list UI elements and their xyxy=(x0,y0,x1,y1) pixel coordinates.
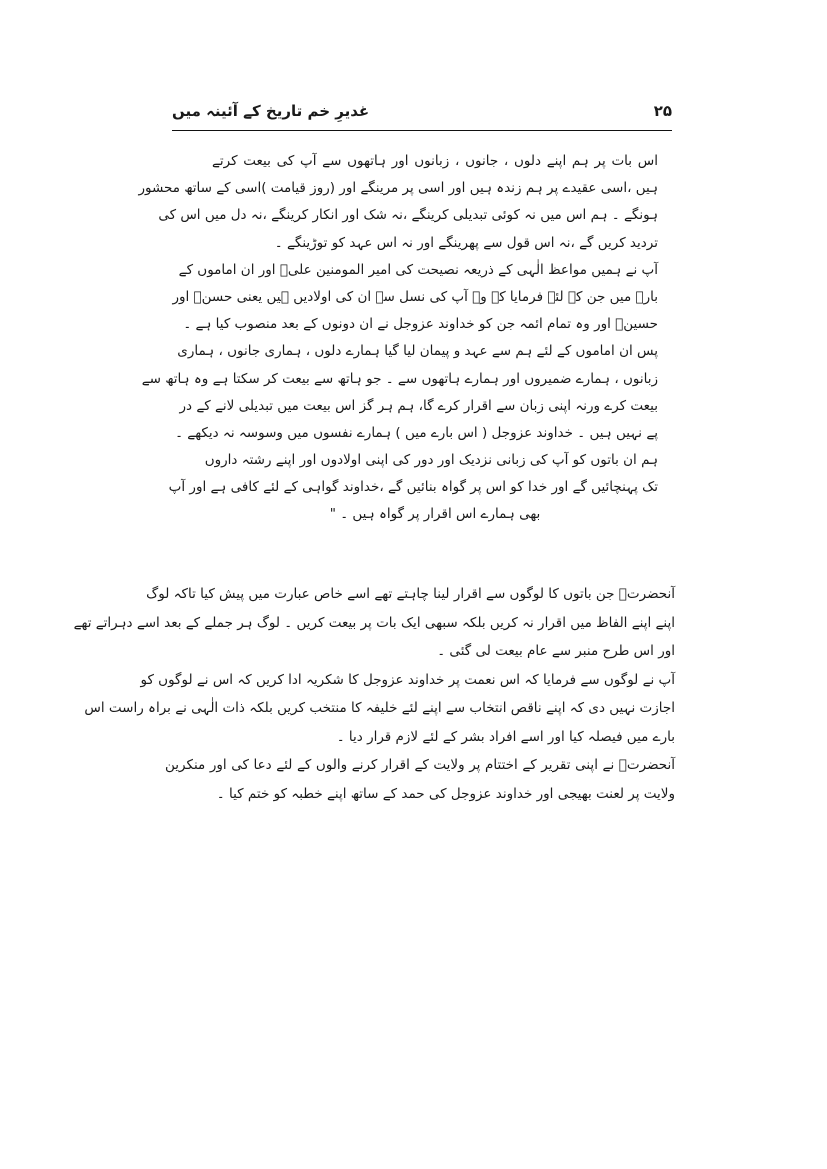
quote-paragraph xyxy=(168,447,658,529)
text-line: بارے میں جن کے لئے فرمایا کہ وہ آپ کی نسل سے ان کی اولادیں ہیں یعنی حسنؑ اور xyxy=(172,288,658,305)
text-line: آپ نے لوگوں سے فرمایا کہ اس نعمت پر خداوند عزوجل کا شکریہ ادا کریں کہ اس نے لوگوں کو xyxy=(140,671,675,688)
text-line: آنحضرتؐ جن باتوں کا لوگوں سے اقرار لینا چاہتے تھے اسے خاص عبارت میں پیش کیا تاکہ لوگ xyxy=(146,586,675,602)
text-line: بیعت کرے ورنہ اپنی زبان سے اقرار کرے گا، ہم ہر گز اس بیعت میں تبدیلی لانے کے در xyxy=(179,397,658,414)
quote-paragraph xyxy=(172,257,658,339)
text-line: ہم ان باتوں کو آپ کی زبانی نزدیک اور دور کی اپنی اولادوں اور اپنے رشتہ داروں xyxy=(204,452,658,469)
page-number: ۲۵ xyxy=(653,102,672,120)
text-line: بارے میں فیصلہ کیا اور اسے افراد بشر کے لئے لازم قرار دیا ۔ xyxy=(336,728,675,745)
text-line: ہونگے ۔ ہم اس میں نہ کوئی تبدیلی کرینگے ،نہ شک اور انکار کرینگے ،نہ دل میں اس کی xyxy=(158,207,658,224)
text-line: ولایت پر لعنت بھیجی اور خداوند عزوجل کی حمد کے ساتھ اپنے خطبہ کو ختم کیا ۔ xyxy=(216,785,675,802)
text-line: پے نہیں ہیں ۔ خداوند عزوجل ( اس بارے میں ) ہمارے نفسوں میں وسوسہ نہ دیکھے ۔ xyxy=(175,424,658,441)
body-text xyxy=(73,580,675,808)
text-line: تک پہنچائیں گے اور خدا کو اس پر گواہ بنائیں گے ،خداوند گواہی کے لئے کافی ہے اور آپ xyxy=(168,479,658,496)
quote-paragraph xyxy=(141,338,658,447)
text-line: تردید کریں گے ،نہ اس قول سے پھرینگے اور نہ اس عہد کو توڑینگے ۔ xyxy=(274,234,658,251)
text-line: آپ نے ہمیں مواعظ الٰہی کے ذریعہ نصیحت کی امیر المومنین علیؑ اور ان اماموں کے xyxy=(178,261,658,278)
quote-paragraph xyxy=(138,148,658,257)
text-line: اپنے اپنے الفاظ میں اقرار نہ کریں بلکہ سبھی ایک بات پر بیعت کریں ۔ لوگ ہر جملے کے بعد اسے دہراتے تھے xyxy=(73,614,675,631)
body-paragraph xyxy=(84,666,675,752)
text-line: حسینؑ اور وہ تمام ائمہ جن کو خداوند عزوجل نے ان دونوں کے بعد منصوب کیا ہے ۔ xyxy=(183,316,658,333)
text-line: بھی ہمارے اس اقرار پر گواہ ہیں ۔ " xyxy=(329,506,541,523)
body-paragraph xyxy=(73,580,675,666)
text-line: اس بات پر ہم اپنے دلوں ، جانوں ، زبانوں اور ہاتھوں سے آپ کی بیعت کرتے xyxy=(212,153,658,169)
text-line: زبانوں ، ہمارے ضمیروں اور ہمارے ہاتھوں سے ۔ جو ہاتھ سے بیعت کر سکتا ہے وہ ہاتھ سے xyxy=(141,370,658,387)
text-line: پس ان اماموں کے لئے ہم سے عہد و پیمان لیا گیا ہمارے دلوں ، ہماری جانوں ، ہماری xyxy=(177,343,658,360)
quoted-pledge-block xyxy=(138,148,658,529)
book-title: غدیرِ خم تاریخ کے آئینہ میں xyxy=(172,102,370,120)
text-line: اور اس طرح منبر سے عام بیعت لی گئی ۔ xyxy=(437,643,675,659)
running-header xyxy=(172,100,672,131)
body-paragraph xyxy=(165,751,675,808)
text-line: اجازت نہیں دی کہ اپنے ناقص انتخاب سے اپنے لئے خلیفہ کا منتخب کریں بلکہ ذات الٰہی نے براہ راست اس xyxy=(84,700,675,716)
text-line: آنحضرتؐ نے اپنی تقریر کے اختتام پر ولایت کے اقرار کرنے والوں کے لئے دعا کی اور منکرین xyxy=(165,757,675,773)
text-line: ہیں ،اسی عقیدے پر ہم زندہ ہیں اور اسی پر مرینگے اور (روز قیامت )اسی کے ساتھ محشور xyxy=(138,180,658,197)
